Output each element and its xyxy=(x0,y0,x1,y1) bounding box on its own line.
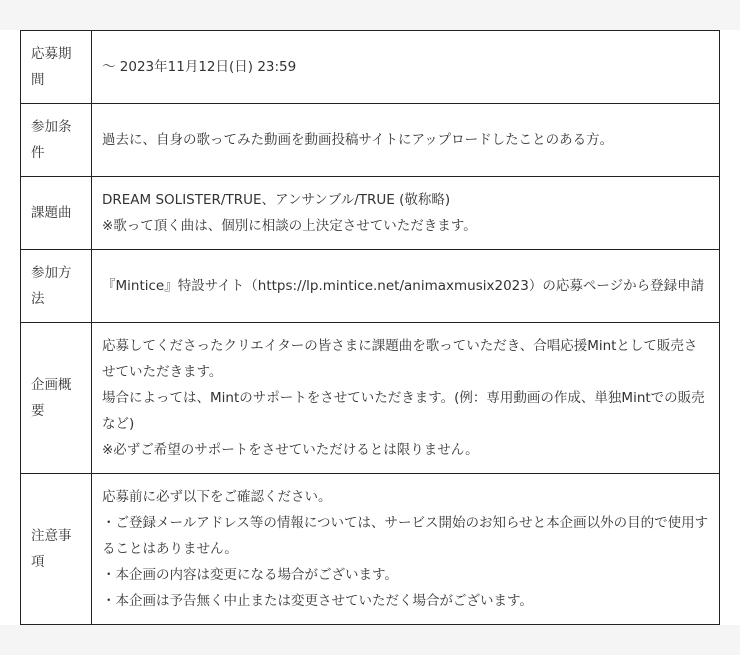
table-row xyxy=(21,104,720,177)
value-line: 応募してくださったクリエイターの皆さまに課題曲を歌っていただき、合唱応援Mintとして販売させていただきます。 xyxy=(102,338,698,380)
table-row xyxy=(21,250,720,323)
table-row xyxy=(21,31,720,104)
row-label: 参加条件 xyxy=(21,104,92,177)
info-table xyxy=(20,30,720,625)
table-row xyxy=(21,177,720,250)
row-label: 応募期間 xyxy=(21,31,92,104)
row-value xyxy=(92,474,720,625)
value-line: ※必ずご希望のサポートをさせていただけるとは限りません。 xyxy=(102,442,479,458)
value-line: 過去に、自身の歌ってみた動画を動画投稿サイトにアップロードしたことのある方。 xyxy=(102,132,614,148)
table-row xyxy=(21,323,720,474)
row-value xyxy=(92,323,720,474)
value-line: ・本企画は予告無く中止または変更させていただく場合がございます。 xyxy=(102,593,533,609)
row-label: 注意事項 xyxy=(21,474,92,625)
table-row xyxy=(21,474,720,625)
row-value xyxy=(92,250,720,323)
row-label: 課題曲 xyxy=(21,177,92,250)
value-line: ・ご登録メールアドレス等の情報については、サービス開始のお知らせと本企画以外の目的で使用することはありません。 xyxy=(102,515,709,557)
value-line: 場合によっては、Mintのサポートをさせていただきます。(例：専用動画の作成、単独Mintでの販売など) xyxy=(102,390,705,432)
value-line: 応募前に必ず以下をご確認ください。 xyxy=(102,489,332,505)
row-label: 企画概要 xyxy=(21,323,92,474)
row-value xyxy=(92,177,720,250)
value-line: 〜 2023年11月12日(日) 23:59 xyxy=(102,59,297,75)
value-line: ・本企画の内容は変更になる場合がございます。 xyxy=(102,567,398,583)
value-line: 『Mintice』特設サイト（https://lp.mintice.net/animaxmusix2023）の応募ページから登録申請 xyxy=(102,278,705,294)
row-value xyxy=(92,104,720,177)
row-label: 参加方法 xyxy=(21,250,92,323)
value-line: DREAM SOLISTER/TRUE、アンサンブル/TRUE (敬称略) xyxy=(102,192,451,208)
row-value xyxy=(92,31,720,104)
value-line: ※歌って頂く曲は、個別に相談の上決定させていただきます。 xyxy=(102,218,477,234)
